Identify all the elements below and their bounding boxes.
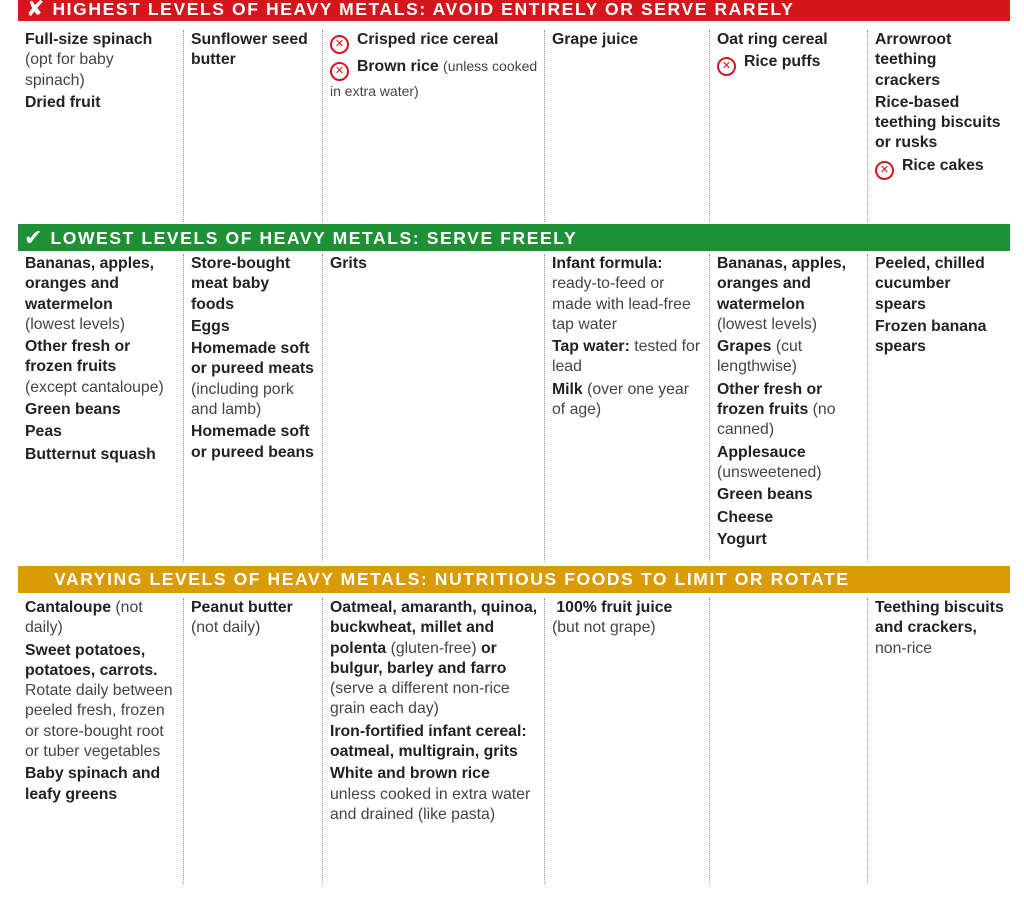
food-item: Grits <box>330 255 367 272</box>
food-item: Rice cakes <box>902 156 984 174</box>
x-circle-icon: ✕ <box>875 161 894 180</box>
food-item: 100% fruit juice <box>556 599 673 616</box>
food-item: Applesauce <box>717 443 806 461</box>
food-item: Other fresh or frozen fruits <box>25 338 131 376</box>
highest-levels-row <box>18 30 1010 222</box>
food-item: Peanut butter <box>191 599 293 616</box>
food-note: (cut lengthwise) <box>717 338 803 376</box>
food-item: Baby spinach and leafy greens <box>25 765 161 803</box>
food-item: Sunflower seed butter <box>191 31 308 69</box>
food-item: Other fresh or frozen fruits <box>717 380 823 419</box>
food-item: Oat ring cereal <box>717 31 828 48</box>
food-item: Green beans <box>25 401 121 419</box>
food-item: Brown rice <box>357 58 439 75</box>
check-mark-icon: ✔ <box>24 225 43 250</box>
food-note: (gluten-free) <box>390 639 477 657</box>
food-note: (not daily) <box>25 599 143 637</box>
food-item: Homemade soft or pureed meats <box>191 340 314 378</box>
food-note: (unless cooked in extra water) <box>330 58 538 99</box>
lowest-col-1 <box>18 254 183 562</box>
food-item: Butternut squash <box>25 445 156 463</box>
food-note: (lowest levels) <box>25 315 126 333</box>
food-note: Rotate daily between peeled fresh, frozen or store-bought root or tuber vegetables <box>25 682 173 761</box>
food-item: Full-size spinach <box>25 31 153 48</box>
food-item: Teething biscuits and crackers, <box>875 599 1004 637</box>
x-circle-icon: ✕ <box>330 62 349 81</box>
food-item: Bananas, apples, oranges and watermelon <box>25 255 155 313</box>
x-circle-icon: ✕ <box>330 35 349 54</box>
food-note: (serve a different non-rice grain each day) <box>330 680 510 718</box>
lowest-col-3 <box>322 254 544 562</box>
lowest-col-4 <box>544 254 709 562</box>
food-item: Store-bought meat baby foods <box>191 255 291 313</box>
food-note: (over one year of age) <box>552 380 689 419</box>
food-note: unless cooked in extra water and drained (like pasta) <box>330 785 531 823</box>
lowest-col-6 <box>867 254 1010 562</box>
highest-col-3 <box>322 30 544 222</box>
food-item: Eggs <box>191 317 230 335</box>
food-note: ready-to-feed or made with lead-free tap water <box>552 275 691 333</box>
lowest-levels-banner <box>18 224 1010 251</box>
food-item: Peeled, chilled cucumber spears <box>875 255 985 313</box>
food-item: or bulgur, barley and farro <box>330 639 507 677</box>
food-item: Crisped rice cereal <box>357 31 499 48</box>
highest-levels-title: HIGHEST LEVELS OF HEAVY METALS: AVOID ENTIRELY OR SERVE RARELY <box>52 0 795 19</box>
food-note: (unsweetened) <box>717 463 822 481</box>
food-item: Dried fruit <box>25 93 101 111</box>
food-item: Frozen banana spears <box>875 317 987 356</box>
food-item: Homemade soft or pureed beans <box>191 423 314 461</box>
highest-col-4 <box>544 30 709 222</box>
highest-col-6 <box>867 30 1010 222</box>
varying-col-6 <box>867 598 1010 884</box>
food-item: Oatmeal, amaranth, quinoa, buckwheat, millet and polenta <box>330 599 538 657</box>
varying-levels-title: VARYING LEVELS OF HEAVY METALS: NUTRITIOUS FOODS TO LIMIT OR ROTATE <box>54 569 850 589</box>
food-item: Rice puffs <box>744 53 821 71</box>
food-note: (no canned) <box>717 401 836 439</box>
food-item: Sweet potatoes, potatoes, carrots. <box>25 641 158 679</box>
food-note: (but not grape) <box>552 619 656 637</box>
food-item: Yogurt <box>717 530 767 548</box>
varying-col-4 <box>544 598 709 884</box>
food-note: (not daily) <box>191 619 261 637</box>
varying-col-2 <box>183 598 322 884</box>
lowest-levels-title: LOWEST LEVELS OF HEAVY METALS: SERVE FREELY <box>50 228 578 248</box>
x-circle-icon: ✕ <box>717 57 736 76</box>
food-item: Milk <box>552 380 583 398</box>
food-item: Peas <box>25 423 62 441</box>
food-item: Cantaloupe <box>25 599 112 616</box>
food-note: (except cantaloupe) <box>25 378 164 396</box>
food-note: (including pork and lamb) <box>191 380 294 419</box>
food-item: Iron-fortified infant cereal: oatmeal, multigrain, grits <box>330 722 527 761</box>
highest-col-1 <box>18 30 183 222</box>
lowest-col-2 <box>183 254 322 562</box>
highest-levels-banner <box>18 0 1010 21</box>
food-note: (lowest levels) <box>717 315 818 333</box>
food-item: White and brown rice <box>330 765 490 783</box>
food-item: Infant formula: <box>552 255 663 272</box>
food-item: Green beans <box>717 486 813 504</box>
varying-levels-row <box>18 598 1010 884</box>
food-item: Arrowroot teething crackers <box>875 31 952 89</box>
food-item: Tap water: <box>552 338 630 356</box>
food-item: Cheese <box>717 508 774 526</box>
food-item: Grape juice <box>552 31 639 48</box>
food-item: Grapes <box>717 338 772 356</box>
food-note: non-rice <box>875 639 933 657</box>
lowest-col-5 <box>709 254 867 562</box>
varying-col-5 <box>709 598 867 884</box>
food-item: Rice-based teething biscuits or rusks <box>875 93 1001 152</box>
varying-levels-banner <box>18 566 1010 593</box>
food-note: (opt for baby spinach) <box>25 51 114 89</box>
highest-col-5 <box>709 30 867 222</box>
varying-col-3 <box>322 598 544 884</box>
varying-col-1 <box>18 598 183 884</box>
x-mark-icon: ✘ <box>26 0 45 21</box>
highest-col-2 <box>183 30 322 222</box>
food-note: tested for lead <box>552 338 701 376</box>
lowest-levels-row <box>18 254 1010 562</box>
food-item: Bananas, apples, oranges and watermelon <box>717 255 847 313</box>
